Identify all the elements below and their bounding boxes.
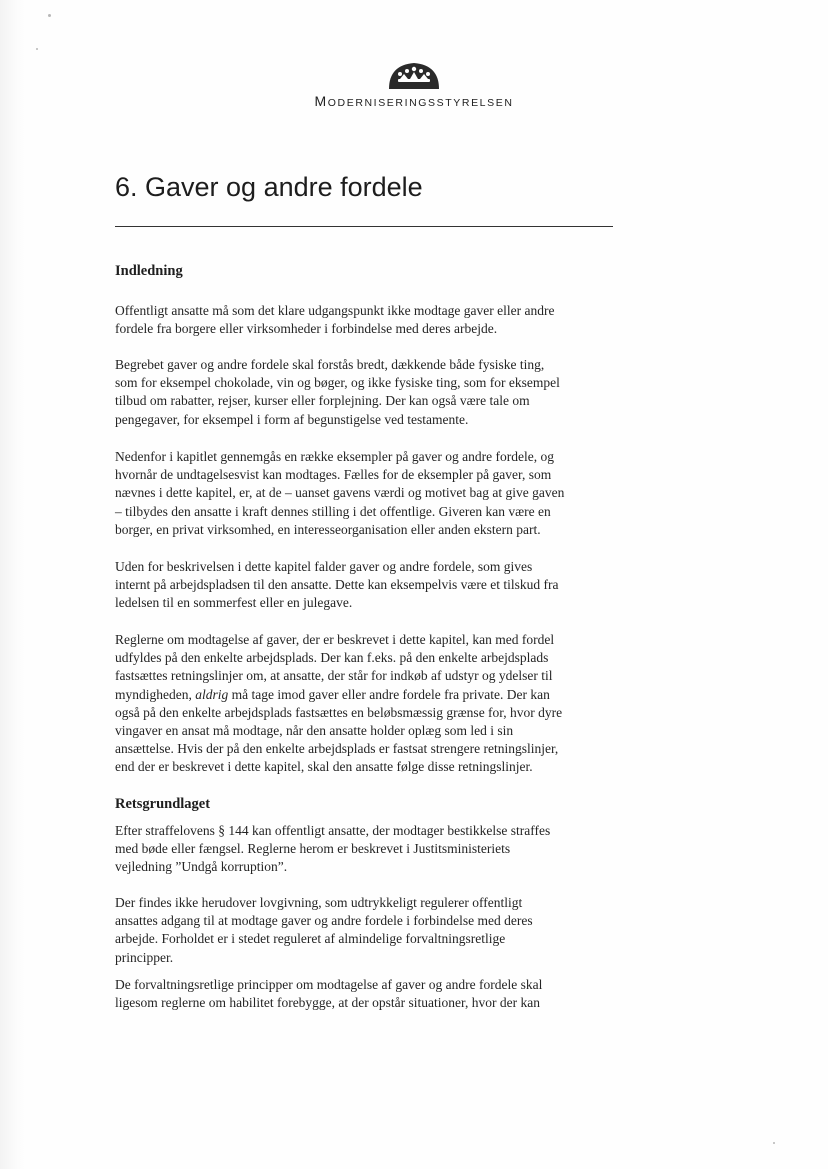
text-line: vejledning ”Undgå korruption”. — [115, 859, 288, 875]
agency-logo — [0, 60, 828, 90]
text-line: som for eksempel chokolade, vin og bøger, og ikke fysiske ting, som for eksempel — [115, 375, 560, 391]
text-line: fastsættes retningslinjer om, at ansatte, der står for indkøb af udstyr og ydelser til — [115, 668, 553, 684]
text-line: vingaver en ansat må modtage, når den ansatte holder oplæg som led i sin — [115, 723, 514, 739]
chapter-title: 6. Gaver og andre fordele — [115, 172, 423, 202]
text-line: ansættelse. Hvis der på den enkelte arbejdsplads er fastsat strengere retningslinjer, — [115, 741, 559, 757]
text-line: fordele fra borgere eller virksomheder i forbindelse med deres arbejde. — [115, 321, 498, 337]
section-heading-indledning: Indledning — [115, 263, 183, 279]
text-line: hvornår de undtagelsesvist kan modtages. Fælles for de eksempler på gaver, som — [115, 467, 552, 483]
text-line: Der findes ikke herudover lovgivning, som udtrykkeligt regulerer offentligt — [115, 895, 523, 910]
text-line: internt på arbejdspladsen til den ansatte. Dette kan eksempelvis være et tilskud fra — [115, 577, 559, 593]
scan-speck — [36, 48, 38, 50]
text-line: – tilbydes den ansatte i kraft dennes stilling i det offentlige. Giveren kan være en — [115, 503, 551, 519]
text-line: borger, en privat virksomhed, en interesseorganisation eller anden ekstern part. — [115, 521, 541, 537]
paragraph-intro-3 — [115, 448, 615, 539]
paragraph-intro-5 — [115, 631, 615, 777]
text-line: ansattes adgang til at modtage gaver og andre fordele i forbindelse med deres — [115, 913, 533, 929]
paragraph-legal-3 — [115, 976, 615, 1012]
text-line: Begrebet gaver og andre fordele skal forstås bredt, dækkende både fysiske ting, — [115, 357, 545, 372]
scan-speck — [48, 14, 51, 17]
text-line: Efter straffelovens § 144 kan offentligt ansatte, der modtager bestikkelse straffes — [115, 823, 551, 838]
text-line: udfyldes på den enkelte arbejdsplads. Der kan f.eks. på den enkelte arbejdsplads — [115, 650, 549, 666]
text-line: ligesom reglerne om habilitet forebygge, at der opstår situationer, hvor der kan — [115, 995, 540, 1011]
text-line: De forvaltningsretlige principper om modtagelse af gaver og andre fordele skal — [115, 977, 543, 992]
text-line — [115, 686, 615, 704]
text-line: Offentligt ansatte må som det klare udgangspunkt ikke modtage gaver eller andre — [115, 303, 555, 318]
text-segment: myndigheden, — [115, 686, 196, 702]
text-segment: må tage imod gaver eller andre fordele fra private. Der kan — [228, 686, 550, 702]
section-heading-retsgrundlaget: Retsgrundlaget — [115, 796, 211, 812]
paragraph-intro-1 — [115, 302, 615, 338]
scan-edge-shadow — [0, 0, 26, 1169]
crown-logo-icon — [386, 60, 442, 90]
text-line: nævnes i dette kapitel, er, at de – uanset gavens værdi og motivet bag at give gaven — [115, 485, 565, 501]
text-line: end der er beskrevet i dette kapitel, skal den ansatte følge disse retningslinjer. — [115, 759, 533, 775]
agency-name-initial: M — [314, 93, 328, 109]
text-line: tilbud om rabatter, rejser, kurser eller forplejning. Der kan også være tale om — [115, 393, 530, 409]
text-line: Uden for beskrivelsen i dette kapitel falder gaver og andre fordele, som gives — [115, 559, 533, 574]
scan-speck — [773, 1142, 775, 1144]
paragraph-legal-1 — [115, 822, 615, 877]
paragraph-intro-4 — [115, 558, 615, 613]
text-line: principper. — [115, 949, 174, 965]
paragraph-intro-2 — [115, 356, 615, 429]
agency-name — [0, 93, 828, 109]
text-line: Nedenfor i kapitlet gennemgås en række eksempler på gaver og andre fordele, og — [115, 449, 554, 464]
agency-name-rest: ODERNISERINGSSTYRELSEN — [327, 97, 514, 109]
text-line: ledelsen til en sommerfest eller en julegave. — [115, 595, 353, 611]
emphasis-aldrig: aldrig — [195, 686, 229, 702]
text-line: Reglerne om modtagelse af gaver, der er beskrevet i dette kapitel, kan med fordel — [115, 632, 555, 647]
text-line: pengegaver, for eksempel i form af begunstigelse ved testamente. — [115, 411, 469, 427]
text-line: med bøde eller fængsel. Reglerne herom er beskrevet i Justitsministeriets — [115, 841, 511, 857]
text-line: arbejde. Forholdet er i stedet reguleret af almindelige forvaltningsretlige — [115, 931, 506, 947]
paragraph-legal-2 — [115, 894, 615, 967]
title-divider — [115, 226, 613, 227]
text-line: også på den enkelte arbejdsplads fastsættes en beløbsmæssig grænse for, hvor dyre — [115, 704, 563, 720]
